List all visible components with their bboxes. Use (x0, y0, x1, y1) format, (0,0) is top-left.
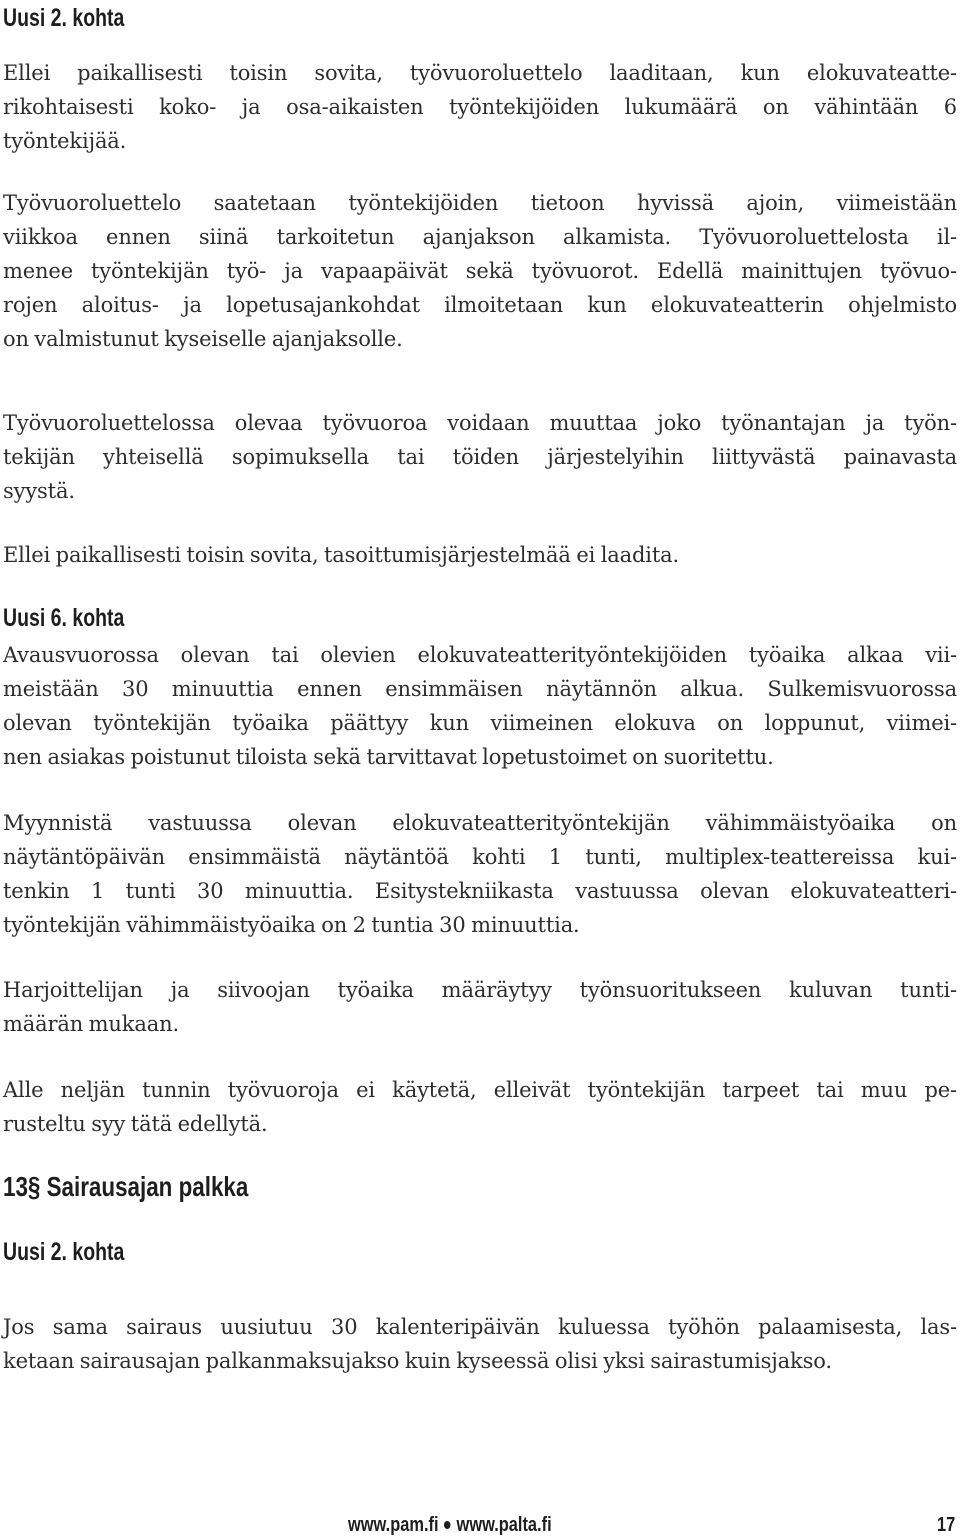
text-line: rikohtaisesti koko- ja osa-aikaisten työntekijöiden lukumäärä on vähintään 6 (3, 95, 957, 119)
text-line: Avausvuorossa olevan tai olevien elokuvateatterityöntekijöiden työaika alkaa vii- (3, 643, 957, 667)
text-line: Jos sama sairaus uusiutuu 30 kalenteripäivän kuluessa työhön palaamisesta, las- (3, 1315, 957, 1339)
paragraph (3, 56, 957, 158)
section-heading: Uusi 2. kohta (3, 1238, 125, 1266)
text-line: Ellei paikallisesti toisin sovita, tasoittumisjärjestelmää ei laadita. (3, 543, 680, 567)
palta-link[interactable]: www.palta.fi (456, 1514, 552, 1536)
page-footer (0, 1508, 960, 1536)
text-line: rojen aloitus- ja lopetusajankohdat ilmoitetaan kun elokuvateatterin ohjelmisto (3, 293, 957, 317)
text-line: määrän mukaan. (3, 1012, 180, 1036)
text-line: nen asiakas poistunut tiloista sekä tarvittavat lopetustoimet on suoritettu. (3, 745, 774, 769)
text-line: Työvuoroluettelossa olevaa työvuoroa voidaan muuttaa joko työnantajan ja työn- (3, 411, 957, 435)
text-line: menee työntekijän työ- ja vapaapäivät sekä työvuorot. Edellä mainittujen työvuo- (3, 259, 957, 283)
text-line: näytäntöpäivän ensimmäistä näytäntöä kohti 1 tunti, multiplex-teattereissa kui- (3, 845, 957, 869)
text-line: tenkin 1 tunti 30 minuuttia. Esitystekniikasta vastuussa olevan elokuvateatteri- (3, 879, 957, 903)
paragraph (3, 406, 957, 508)
footer-links (348, 1514, 552, 1537)
text-line: Harjoittelijan ja siivoojan työaika määräytyy työnsuoritukseen kuluvan tunti- (3, 978, 957, 1002)
text-line: ketaan sairausajan palkanmaksujakso kuin kyseessä olisi yksi sairastumisjakso. (3, 1349, 832, 1373)
text-line: on valmistunut kyseiselle ajanjaksolle. (3, 327, 403, 351)
text-line: Myynnistä vastuussa olevan elokuvateatterityöntekijän vähimmäistyöaika on (3, 811, 957, 835)
paragraph (3, 186, 957, 356)
paragraph (3, 538, 957, 572)
text-line: olevan työntekijän työaika päättyy kun viimeinen elokuva on loppunut, viimei- (3, 711, 957, 735)
paragraph (3, 973, 957, 1041)
text-line: Työvuoroluettelo saatetaan työntekijöiden tietoon hyvissä ajoin, viimeistään (3, 191, 957, 215)
text-line: työntekijän vähimmäistyöaika on 2 tuntia 30 minuuttia. (3, 913, 580, 937)
paragraph (3, 638, 957, 774)
text-line: Alle neljän tunnin työvuoroja ei käytetä, elleivät työntekijän tarpeet tai muu pe- (3, 1078, 957, 1102)
text-line: syystä. (3, 479, 75, 503)
text-line: viikkoa ennen siinä tarkoitetun ajanjakson alkamista. Työvuoroluettelosta il- (3, 225, 957, 249)
text-line: meistään 30 minuuttia ennen ensimmäisen näytännön alkua. Sulkemisvuorossa (3, 677, 957, 701)
page-number: 17 (937, 1514, 956, 1536)
paragraph (3, 806, 957, 942)
paragraph (3, 1073, 957, 1141)
text-line: rusteltu syy tätä edellytä. (3, 1112, 268, 1136)
paragraph (3, 1310, 957, 1378)
section-title: 13§ Sairausajan palkka (3, 1171, 249, 1202)
bullet-icon (444, 1521, 451, 1529)
text-line: työntekijää. (3, 129, 127, 153)
section-heading: Uusi 6. kohta (3, 604, 125, 632)
text-line: Ellei paikallisesti toisin sovita, työvuoroluettelo laaditaan, kun elokuvateatte- (3, 61, 957, 85)
pam-link[interactable]: www.pam.fi (348, 1514, 439, 1536)
text-line: tekijän yhteisellä sopimuksella tai töiden järjestelyihin liittyvästä painavasta (3, 445, 957, 469)
section-heading: Uusi 2. kohta (3, 4, 125, 32)
